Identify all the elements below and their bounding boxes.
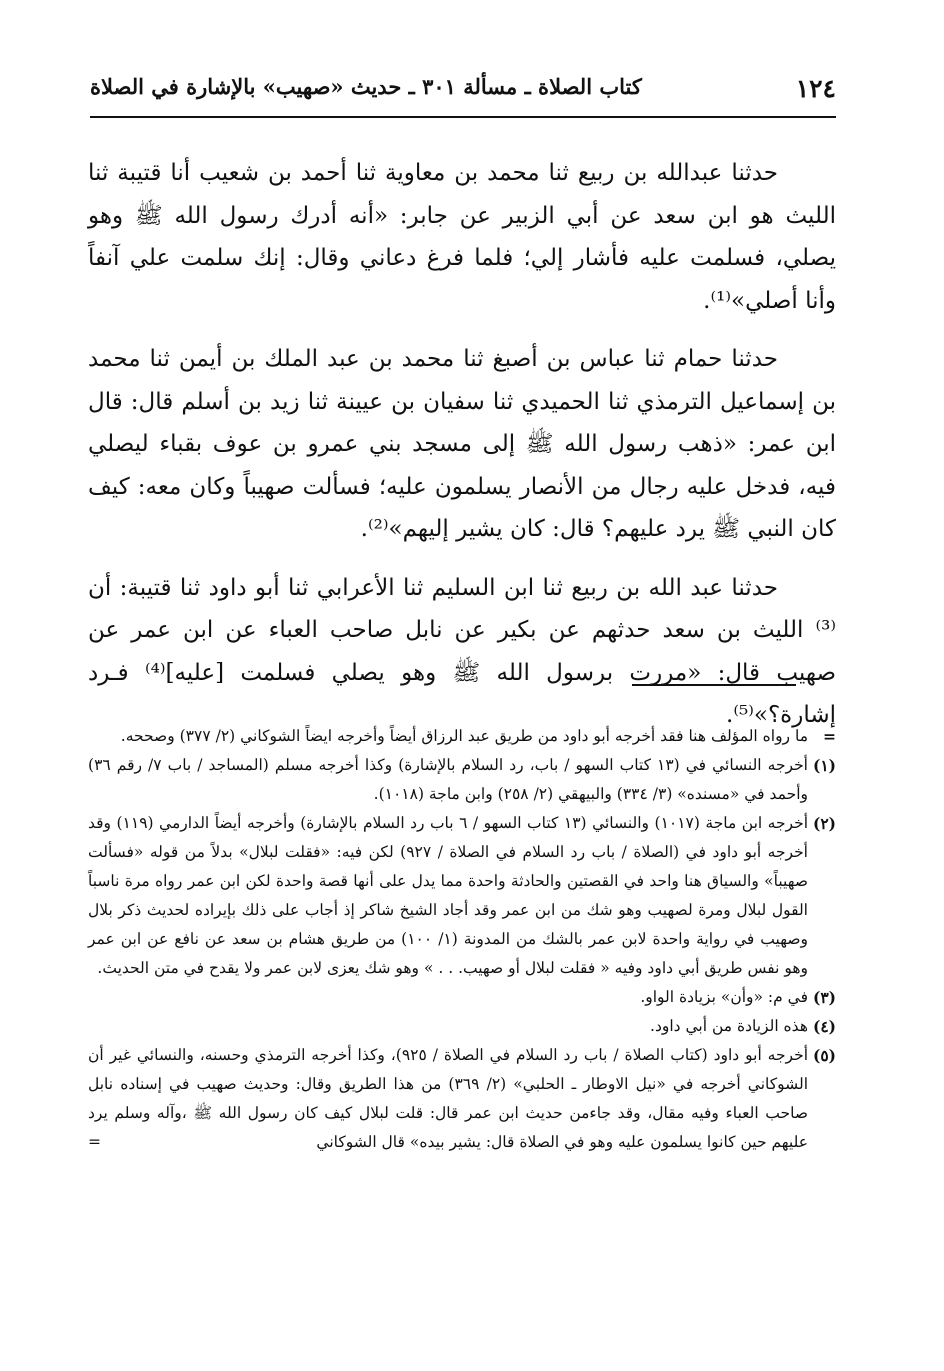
footnote-text: في م: «وأن» بزيادة الواو.	[640, 988, 808, 1006]
main-text	[88, 152, 836, 737]
footnote-mark: (٤)	[812, 1017, 836, 1036]
footnote-continuation	[88, 722, 836, 751]
page-number: ١٢٤	[795, 74, 836, 103]
continuation-mark: =	[88, 1133, 101, 1151]
footnote-text: ما رواه المؤلف هنا فقد أخرجه أبو داود من طريق عبد الرزاق أيضاً وأخرجه ايضاً الشوكاني (٢/ ٣٧٧) وصححه.	[120, 727, 808, 745]
footnote-5	[88, 1041, 836, 1157]
footnote-text: هذه الزيادة من أبي داود.	[650, 1017, 808, 1035]
hadith-paragraph-2: حدثنا حمام ثنا عباس بن أصبغ ثنا محمد بن عبد الملك بن أيمن ثنا محمد بن إسماعيل الترمذي ثنا الحميدي ثنا سفيان بن عيينة ثنا زيد بن أسلم قال: قال ابن عمر: «ذهب رسول الله ﷺ إلى مسجد بني عمرو بن عوف بقباء ليصلي فيه، فدخل عليه رجال من الأنصار يسلمون عليه؛ فسألت صهيباً وكان معه: كيف كان النبي ﷺ يرد عليهم؟ قال: كان يشير إليهم»⁽²⁾.	[88, 346, 836, 542]
footnote-3	[88, 983, 836, 1012]
footnote-text: أخرجه ابن ماجة (١٠١٧) والنسائي (١٣ كتاب السهو / ٦ باب رد السلام بالإشارة) وأخرجه أيضاً الدارمي (١١٩) وقد أخرجه أبو داود في (الصلاة / باب رد السلام في الصلاة / ٩٢٧) لكن فيه: «فقلت لبلال» بدلاً من قوله «فسألت صهيباً» والسياق هنا واحد في القصتين والحادثة واحدة مما يدل على أنها قصة واحدة لكن ابن عمر رواه مرة ناسباً القول لبلال ومرة لصهيب وهو شك من ابن عمر وقد أجاد الشيخ شاكر إذ أجاب على ذلك بإيراده لحديث ذكر بلال وصهيب في رواية واحدة لابن عمر بالشك من المدونة (١/ ١٠٠) من طريق هشام بن سعد عن نافع عن ابن عمر وهو نفس طريق أبي داود وفيه « فقلت لبلال أو صهيب. . . » وهو شك يعزى لابن عمر ولا يقدح في متن الحديث.	[88, 814, 808, 977]
footnote-mark: (٥)	[812, 1046, 836, 1065]
footnote-1	[88, 751, 836, 809]
footnote-text: أخرجه أبو داود (كتاب الصلاة / باب رد السلام في الصلاة / ٩٢٥)، وكذا أخرجه الترمذي وحسنه، والنسائي غير أن الشوكاني أخرجه في «نيل الاوطار ـ الحلبي» (٢/ ٣٦٩) من هذا الطريق وقال: وحديث صهيب في إسناده نابل صاحب العباء وفيه مقال، وقد جاءمن حديث ابن عمر قال: قلت لبلال كيف كان رسول الله ﷺ ،وآله وسلم يرد عليهم حين كانوا يسلمون عليه وهو في الصلاة قال: يشير بيده» قال الشوكاني	[88, 1046, 808, 1151]
footnote-2	[88, 809, 836, 983]
footnote-text: أخرجه النسائي في (١٣ كتاب السهو / باب، رد السلام بالإشارة) وكذا أخرجه مسلم (المساجد / باب ٧/ رقم ٣٦) وأحمد في «مسنده» (٣/ ٣٣٤) والبيهقي (٢/ ٢٥٨) وابن ماجة (١٠١٨).	[88, 756, 808, 803]
footnote-4	[88, 1012, 836, 1041]
hadith-paragraph-3: حدثنا عبد الله بن ربيع ثنا ابن السليم ثنا الأعرابي ثنا أبو داود ثنا قتيبة: أن ⁽³⁾ الليث بن سعد حدثهم عن بكير عن نابل صاحب العباء عن ابن عمر عن صهيب قال: «مررت برسول الله ﷺ وهو يصلي فسلمت [عليه]⁽⁴⁾ فـرد إشارة؟»⁽⁵⁾.	[88, 574, 836, 728]
footnotes	[88, 722, 836, 1157]
footnote-mark: (٢)	[812, 814, 836, 833]
footnote-mark: (١)	[812, 756, 836, 775]
running-title: كتاب الصلاة ـ مسألة ٣٠١ ـ حديث «صهيب» بالإشارة في الصلاة	[90, 74, 642, 99]
page-header	[90, 70, 836, 118]
footnote-mark: (٣)	[812, 988, 836, 1007]
hadith-paragraph-1: حدثنا عبدالله بن ربيع ثنا محمد بن معاوية ثنا أحمد بن شعيب أنا قتيبة ثنا الليث هو ابن سعد عن أبي الزبير عن جابر: «أنه أدرك رسول الله ﷺ وهو يصلي، فسلمت عليه فأشار إلي؛ فلما فرغ دعاني وقال: إنك سلمت علي آنفاً وأنا أصلي»⁽¹⁾.	[88, 160, 836, 314]
footnote-mark: =	[823, 727, 836, 746]
footnote-divider	[632, 684, 796, 686]
